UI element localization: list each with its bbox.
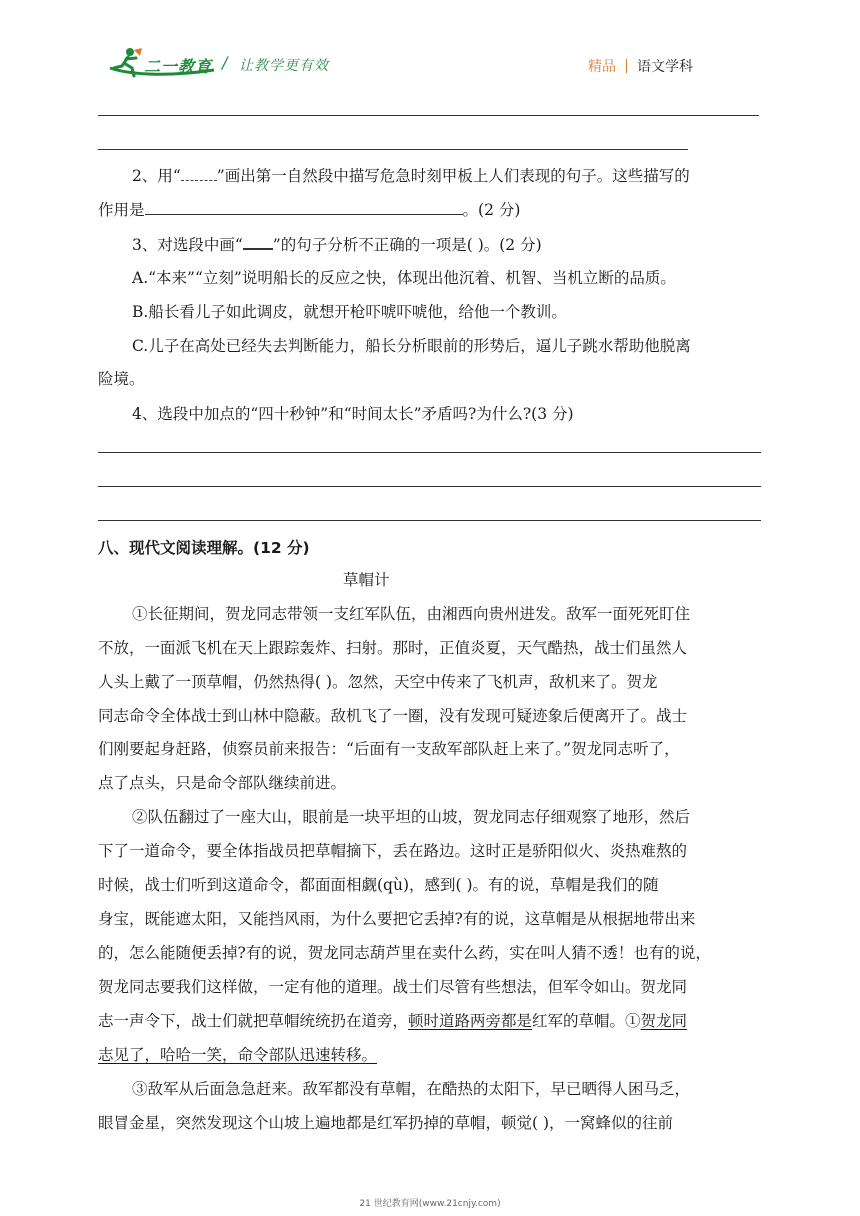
header-divider: / — [222, 53, 228, 72]
passage-title: 草帽计 — [343, 571, 390, 589]
paragraph-1-line: 人头上戴了一顶草帽，仍然热得( )。忽然，天空中传来了飞机声，敌机来了。贺龙 — [98, 673, 658, 691]
paragraph-1-line: ①长征期间，贺龙同志带领一支红军队伍，由湘西向贵州进发。敌军一面死死盯住 — [132, 605, 691, 623]
option-a: A.“本来”“立刻”说明船长的反应之快，体现出他沉着、机智、当机立断的品质。 — [132, 269, 676, 287]
page-footer: 21 世纪教育网(www.21cnjy.com) — [359, 1199, 501, 1209]
option-b: B.船长看儿子如此调皮，就想开枪吓唬吓唬他，给他一个教训。 — [132, 303, 567, 321]
slogan: 让教学更有效 — [239, 58, 329, 74]
option-c: C.儿子在高处已经失去判断能力，船长分析眼前的形势后，逼儿子跳水帮助他脱离 — [132, 337, 691, 355]
quality-badge: 精品 — [588, 59, 616, 75]
page-header — [0, 0, 860, 110]
paragraph-1-line: 不放，一面派飞机在天上跟踪轰炸、扫射。那时，正值炎夏，天气酷热，战士们虽然人 — [98, 639, 688, 657]
paragraph-3-line: 眼冒金星，突然发现这个山坡上遍地都是红军扔掉的草帽，顿觉( )，一窝蜂似的往前 — [98, 1114, 674, 1132]
brand-name: 二一教育 — [144, 57, 213, 76]
paragraph-1-line: 同志命令全体战士到山林中隐蔽。敌机飞了一圈，没有发现可疑迹象后便离开了。战士 — [98, 707, 688, 725]
dashed-marker — [181, 168, 217, 181]
underlined-phrase: 贺龙同 — [640, 1012, 688, 1030]
paragraph-2-line: ②队伍翻过了一座大山，眼前是一块平坦的山坡，贺龙同志仔细观察了地形，然后 — [132, 808, 691, 826]
answer-line — [98, 115, 759, 116]
paragraph-2-line: 的，怎么能随便丢掉?有的说，贺龙同志葫芦里在卖什么药，实在叫人猜不透！也有的说， — [98, 944, 711, 962]
paragraph-2-line: 下了一道命令，要全体指战员把草帽摘下，丢在路边。这时正是骄阳似火、炎热难熬的 — [98, 842, 688, 860]
answer-line[interactable] — [98, 452, 761, 453]
question-4-stem: 4、选段中加点的“四十秒钟”和“时间太长”矛盾吗?为什么?(3 分) — [132, 405, 574, 423]
question-2-line-1: 2、用“ ”画出第一自然段中描写危急时刻甲板上人们表现的句子。这些描写的 — [132, 167, 690, 185]
underlined-phrase: 顿时道路两旁都是 — [408, 1012, 533, 1030]
paragraph-3-line: ③敌军从后面急急赶来。敌军都没有草帽，在酷热的太阳下，早已晒得人困马乏， — [132, 1080, 691, 1098]
paragraph-2-line: 志一声令下，战士们就把草帽统统扔在道旁，顿时道路两旁都是红军的草帽。①贺龙同 — [98, 1012, 688, 1030]
option-c-cont: 险境。 — [98, 370, 145, 388]
question-2-line-2: 作用是 。(2 分) — [98, 201, 521, 219]
answer-line — [98, 149, 688, 150]
paragraph-2-line: 贺龙同志要我们这样做，一定有他的道理。战士们尽管有些想法，但军令如山。贺龙同 — [98, 978, 688, 996]
question-3-stem: 3、对选段中画“ ”的句子分析不正确的一项是( )。(2 分) — [132, 236, 542, 254]
underlined-sentence: 志见了，哈哈一笑，命令部队迅速转移。 — [98, 1046, 378, 1064]
header-subject-tag — [588, 56, 693, 76]
paragraph-2-line: 时候，战士们听到这道命令，都面面相觑(qù)，感到( )。有的说，草帽是我们的随 — [98, 876, 659, 894]
section-heading: 八、现代文阅读理解。(12 分) — [98, 539, 310, 557]
answer-line[interactable] — [98, 520, 761, 521]
underline-marker — [243, 234, 273, 250]
paragraph-2-line: 身宝，既能遮太阳，又能挡风雨，为什么要把它丢掉?有的说，这草帽是从根据地带出来 — [98, 910, 696, 928]
divider — [626, 59, 627, 73]
answer-blank[interactable] — [145, 200, 463, 215]
paragraph-1-line: 们刚要起身赶路，侦察员前来报告：“后面有一支敌军部队赶上来了。”贺龙同志听了， — [98, 740, 680, 758]
subject-label: 语文学科 — [637, 59, 693, 75]
paragraph-1-line: 点了点头，只是命令部队继续前进。 — [98, 774, 347, 792]
answer-line[interactable] — [98, 486, 761, 487]
